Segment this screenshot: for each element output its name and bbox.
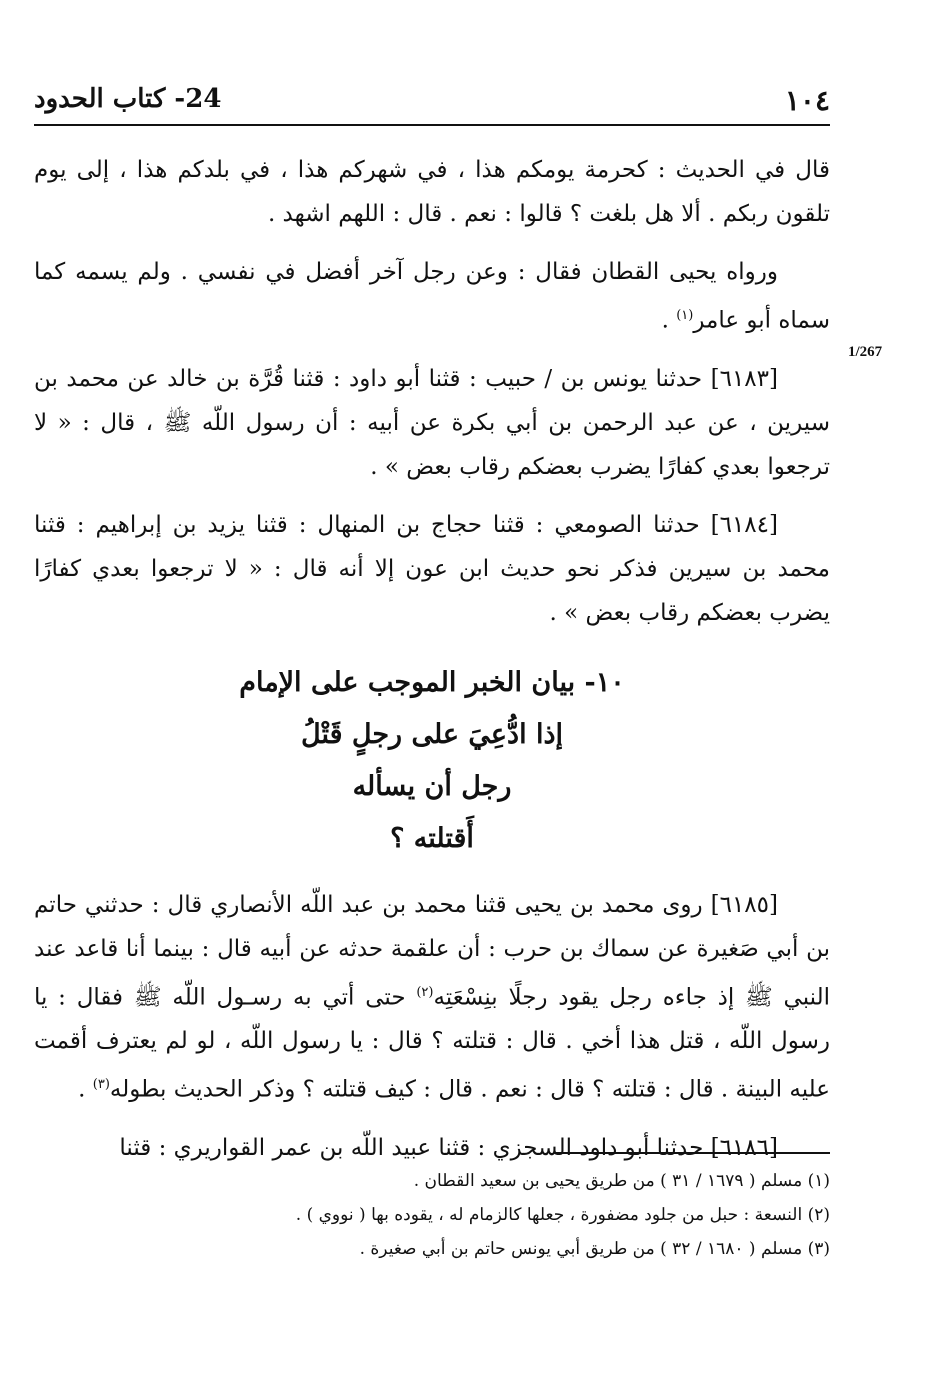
footnotes	[34, 1164, 830, 1266]
chapter-title: 24- كتاب الحدود	[34, 84, 222, 114]
heading-line-3: رجل أن يسأله	[352, 770, 512, 802]
heading-line-2: إذا ادُّعِيَ على رجلٍ قَتْلُ	[301, 718, 563, 750]
paragraph-hadith-continuation: قال في الحديث : كحرمة يومكم هذا ، في شهركم هذا ، في بلدكم هذا ، إلى يوم تلقون ربكم . ألا هل بلغت ؟ قالوا : نعم . قال : اللهم اشهد .	[34, 157, 830, 227]
paragraph-end: .	[78, 1076, 93, 1103]
section-heading	[34, 657, 830, 865]
footnote-2: (٢) النسعة : حبل من جلود مضفورة ، جعلها كالزمام له ، يقوده بها ( نووي ) .	[295, 1205, 830, 1225]
footnote-ref-3: (٣)	[92, 1077, 110, 1093]
footnote-ref-1: (١)	[676, 308, 694, 323]
hadith-6183: [٦١٨٣] حدثنا يونس بن / حبيب : قثنا أبو داود : قثنا قُرَّة بن خالد عن محمد بن سيرين ، عن عبد الرحمن بن أبي بكرة عن أبيه : أن رسول اللّه ﷺ ، قال : « لا ترجعوا بعدي كفارًا يضرب بعضكم رقاب بعض » .	[34, 365, 830, 480]
footnote-ref-2: (٢)	[416, 984, 434, 1000]
main-text	[34, 148, 830, 1184]
hadith-6184: [٦١٨٤] حدثنا الصومعي : قثنا حجاج بن المنهال : قثنا يزيد بن إبراهيم : قثنا محمد بن سيرين فذكر نحو حديث ابن عون إلا أنه قال : « لا ترجعوا بعدي كفارًا يضرب بعضكم رقاب بعض » .	[34, 511, 830, 626]
page-number: ١٠٤	[784, 84, 830, 117]
paragraph-text-b: حتى أتي به رسـول اللّه ﷺ فقال : يا رسول اللّه ، قتل هذا أخي . قال : قتلته ؟ قال : يا رسول اللّه ، لو لم يعترف أقمت عليه البينة . قال : قتلته ؟ قال : نعم . قال : كيف قتلته ؟ وذكر الحديث بطوله	[34, 984, 830, 1103]
paragraph-text: ورواه يحيى القطان فقال : وعن رجل آخر أفضل في نفسي . ولم يسمه كما سماه أبو عامر	[34, 259, 830, 334]
page-header	[34, 84, 830, 126]
hadith-6185	[34, 883, 830, 1112]
paragraph-text-a: [٦١٨٥] روى محمد بن يحيى قثنا محمد بن عبد اللّه الأنصاري قال : حدثني حاتم بن أبي صَغيرة عن سماك بن حرب : أن علقمة حدثه عن أبيه قال : بينما أنا قاعد عند النبي ﷺ إذ جاءه رجل يقود رجلًا بنِسْعَتِه	[34, 891, 831, 1011]
margin-folio-reference: 1/267	[848, 344, 883, 360]
footnote-divider	[556, 1152, 830, 1154]
paragraph-qattan-narration	[34, 250, 830, 343]
hadith-6186: [٦١٨٦] حدثنا أبو داود السجزي : قثنا عبيد اللّه بن عمر القواريري : قثنا	[119, 1134, 778, 1161]
footnote-3: (٣) مسلم ( ١٦٨٠ / ٣٢ ) من طريق أبي يونس حاتم بن أبي صغيرة .	[359, 1239, 830, 1259]
footnote-1: (١) مسلم ( ١٦٧٩ / ٣١ ) من طريق يحيى بن سعيد القطان .	[413, 1171, 830, 1191]
heading-line-4: أَقتلته ؟	[390, 822, 474, 854]
paragraph-end: .	[661, 307, 677, 334]
heading-line-1: ١٠- بيان الخبر الموجب على الإمام	[239, 666, 625, 698]
